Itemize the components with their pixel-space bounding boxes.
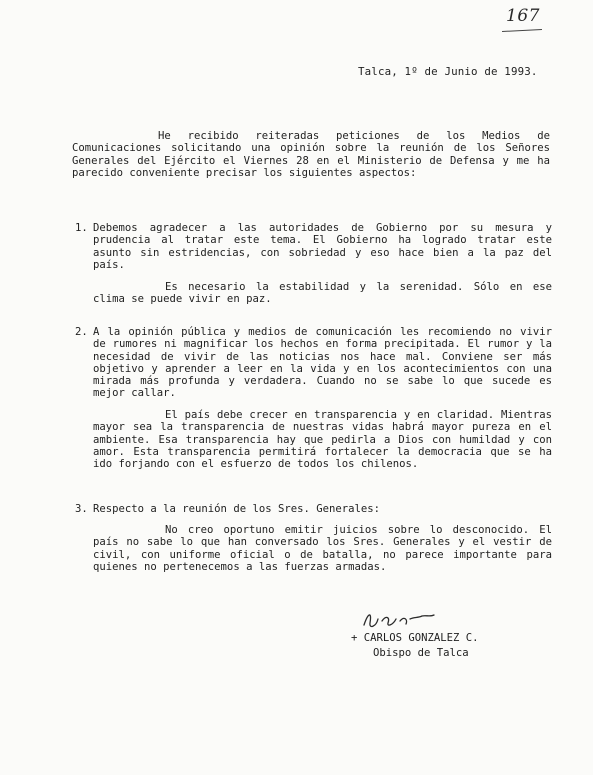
handwritten-signature <box>358 603 438 633</box>
section-2-paragraph-2: El país debe crecer en transparencia y en claridad. Mientras mayor sea la transparencia de nuestras vidas habrá mayor pureza en el ambiente. Esa transparencia hay que pedirla a Dios con humildad y con amor. Esta transparencia permitirá fortalecer la democracia que se ha ido forjando con el esfuerzo de todos los chilenos. <box>93 409 552 471</box>
signatory-title: Obispo de Talca <box>373 647 469 659</box>
page-number-underline <box>502 29 542 32</box>
handwritten-page-number: 167 <box>506 6 540 26</box>
section-2-number: 2. <box>75 326 88 338</box>
section-1-paragraph-1: Debemos agradecer a las autoridades de Gobierno por su mesura y prudencia al tratar este tema. El Gobierno ha logrado tratar este asunto sin estridencias, con sobriedad y eso hace bien a la paz del país. <box>93 222 552 271</box>
section-2-paragraph-1: A la opinión pública y medios de comunicación les recomiendo no vivir de rumores ni magnificar los hechos en forma precipitada. El rumor y la necesidad de vivir de las noticias nos hace mal. Conviene ser más objetivo y aprender a leer en la vida y en los acontecimientos con una mirada más profunda y verdadera. Cuando no se sabe lo que sucede es mejor callar. <box>93 326 552 400</box>
letter-date: Talca, 1º de Junio de 1993. <box>358 65 538 78</box>
section-1-paragraph-2: Es necesario la estabilidad y la serenidad. Sólo en ese clima se puede vivir en paz. <box>93 281 552 306</box>
signatory-name: + CARLOS GONZALEZ C. <box>351 632 479 644</box>
intro-paragraph: He recibido reiteradas peticiones de los Medios de Comunicaciones solicitando una opinión sobre la reunión de los Señores Generales del Ejército el Viernes 28 en el Ministerio de Defensa y me ha parecido conveniente precisar los siguientes aspectos: <box>72 130 550 179</box>
section-1-number: 1. <box>75 222 88 234</box>
section-3-paragraph-2: No creo oportuno emitir juicios sobre lo desconocido. El país no sabe lo que han conversado los Sres. Generales y el vestir de civil, con uniforme oficial o de batalla, no parece importante para quienes no pertenecemos a las fuerzas armadas. <box>93 524 552 573</box>
section-3-number: 3. <box>75 503 88 515</box>
section-3-paragraph-1: Respecto a la reunión de los Sres. Generales: <box>93 503 381 515</box>
